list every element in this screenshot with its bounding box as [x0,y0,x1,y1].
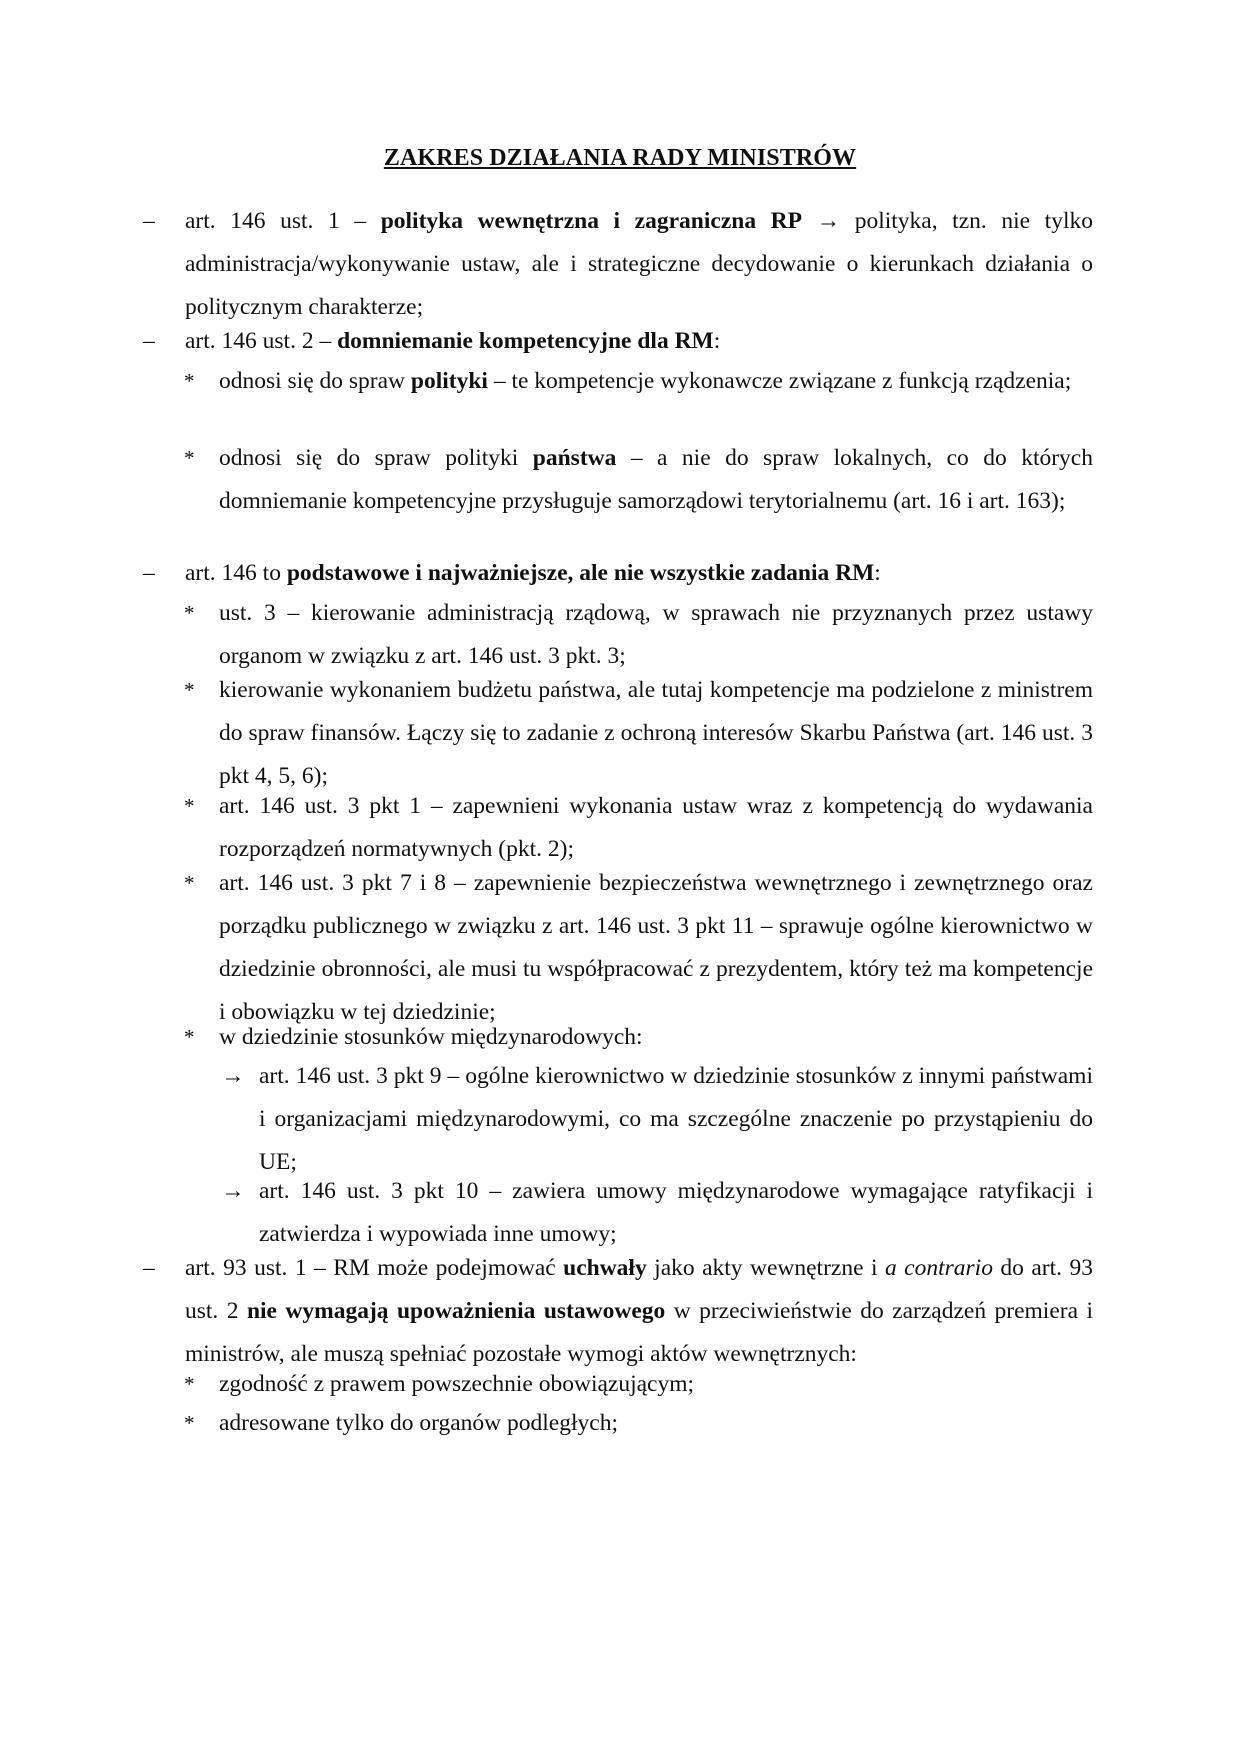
bullet-dash-icon: – [143,328,155,354]
bold-text: państwa [532,445,617,471]
bullet-star-icon: * [184,601,195,625]
text-segment: art. 146 ust. 1 – [185,208,381,234]
text-segment: odnosi się do spraw polityki [219,445,533,471]
text-segment: kierowanie wykonaniem budżetu państwa, ale tutaj kompetencje ma podzielone z ministrem do spraw finansów. Łączy się to zadanie z ochroną interesów Skarbu Państwa (art. 146 ust. 3 pkt 4, 5, 6); [219,677,1093,789]
text-segment: – te kompetencje wykonawcze związane z funkcją rządzenia; [487,368,1072,394]
bullet-dash-icon: – [143,208,155,234]
text-segment: art. 93 ust. 1 – RM może podejmować [185,1255,564,1281]
document-title: ZAKRES DZIAŁANIA RADY MINISTRÓW [383,145,857,171]
list-item-level-2 [184,1402,1093,1445]
text-segment: w przeciwieństwie do zarządzeń premiera i ministrów, ale muszą spełniać pozostałe wymogi aktów wewnętrznych: [185,1298,1093,1367]
list-item-level-2 [184,862,1093,1034]
bold-text: uchwały [563,1255,647,1281]
text-segment: w dziedzinie stosunków międzynarodowych: [219,1024,643,1050]
bold-text: podstawowe i najważniejsze, ale nie wszystkie zadania RM [286,560,875,586]
list-item-level-1 [143,1247,1093,1376]
text-segment: art. 146 ust. 3 pkt 9 – ogólne kierownictwo w dziedzinie stosunków z innymi państwami i organizacjami międzynarodowymi, co ma szczególne znaczenie po przystąpieniu do UE; [259,1063,1093,1175]
italic-text: a contrario [884,1255,993,1281]
text-segment: art. 146 ust. 3 pkt 10 – zawiera umowy międzynarodowe wymagające ratyfikacji i zatwierdza i wypowiada inne umowy; [259,1178,1093,1247]
list-item-level-2 [184,785,1093,871]
text-segment: art. 146 ust. 3 pkt 1 – zapewnieni wykonania ustaw wraz z kompetencją do wydawania rozporządzeń normatywnych (pkt. 2); [219,793,1093,862]
text-segment: zgodność z prawem powszechnie obowiązującym; [219,1371,695,1397]
list-item-level-2 [184,360,1093,403]
list-item-level-3 [221,1170,1093,1256]
list-item-level-2 [184,669,1093,798]
text-segment: jako akty wewnętrzne i [646,1255,885,1281]
bullet-star-icon: * [184,871,195,895]
text-segment: do art. 93 ust. 2 [185,1255,1093,1324]
list-item-level-1 [143,552,1093,595]
bullet-star-icon: * [184,1372,195,1396]
bullet-star-icon: * [184,678,195,702]
list-item-level-2 [184,1016,1093,1059]
text-segment: : [713,328,721,354]
bold-text: domniemanie kompetencyjne dla RM [337,328,714,354]
list-item-level-2 [184,1363,1093,1406]
bullet-star-icon: * [184,794,195,818]
text-segment: art. 146 ust. 2 – [185,328,338,354]
text-segment: → polityka, tzn. nie tylko administracja/wykonywanie ustaw, ale i strategiczne decydowanie o kierunkach działania o politycznym charakterze; [185,208,1093,320]
bullet-arrow-icon: → [221,1063,245,1089]
bullet-star-icon: * [184,446,195,470]
text-segment: art. 146 to [185,560,287,586]
bullet-dash-icon: – [143,560,155,586]
list-item-level-2 [184,437,1093,523]
text-segment: ust. 3 – kierowanie administracją rządową, w sprawach nie przyznanych przez ustawy organom w związku z art. 146 ust. 3 pkt. 3; [219,600,1093,669]
bullet-arrow-icon: → [221,1178,245,1204]
bullet-star-icon: * [184,1411,195,1435]
bold-text: polityki [410,368,488,394]
text-segment: odnosi się do spraw [219,368,411,394]
list-item-level-3 [221,1055,1093,1184]
text-segment: adresowane tylko do organów podległych; [219,1410,618,1436]
bold-text: nie wymagają upoważnienia ustawowego [246,1298,666,1324]
bullet-star-icon: * [184,1025,195,1049]
list-item-level-1 [143,200,1093,329]
text-segment: : [874,560,881,586]
list-item-level-2 [184,592,1093,678]
list-item-level-1 [143,320,1093,363]
bullet-star-icon: * [184,369,195,393]
text-segment: – a nie do spraw lokalnych, co do których domniemanie kompetencyjne przysługuje samorządowi terytorialnemu (art. 16 i art. 163); [219,445,1093,514]
bold-text: polityka wewnętrzna i zagraniczna RP [380,208,802,234]
text-segment: art. 146 ust. 3 pkt 7 i 8 – zapewnienie bezpieczeństwa wewnętrznego i zewnętrznego oraz porządku publicznego w związku z art. 146 ust. 3 pkt 11 – sprawuje ogólne kierownictwo w dziedzinie obronności, ale musi tu współpracować z prezydentem, który też ma kompetencje i obowiązku w tej dziedzinie; [219,870,1093,1025]
bullet-dash-icon: – [143,1255,155,1281]
